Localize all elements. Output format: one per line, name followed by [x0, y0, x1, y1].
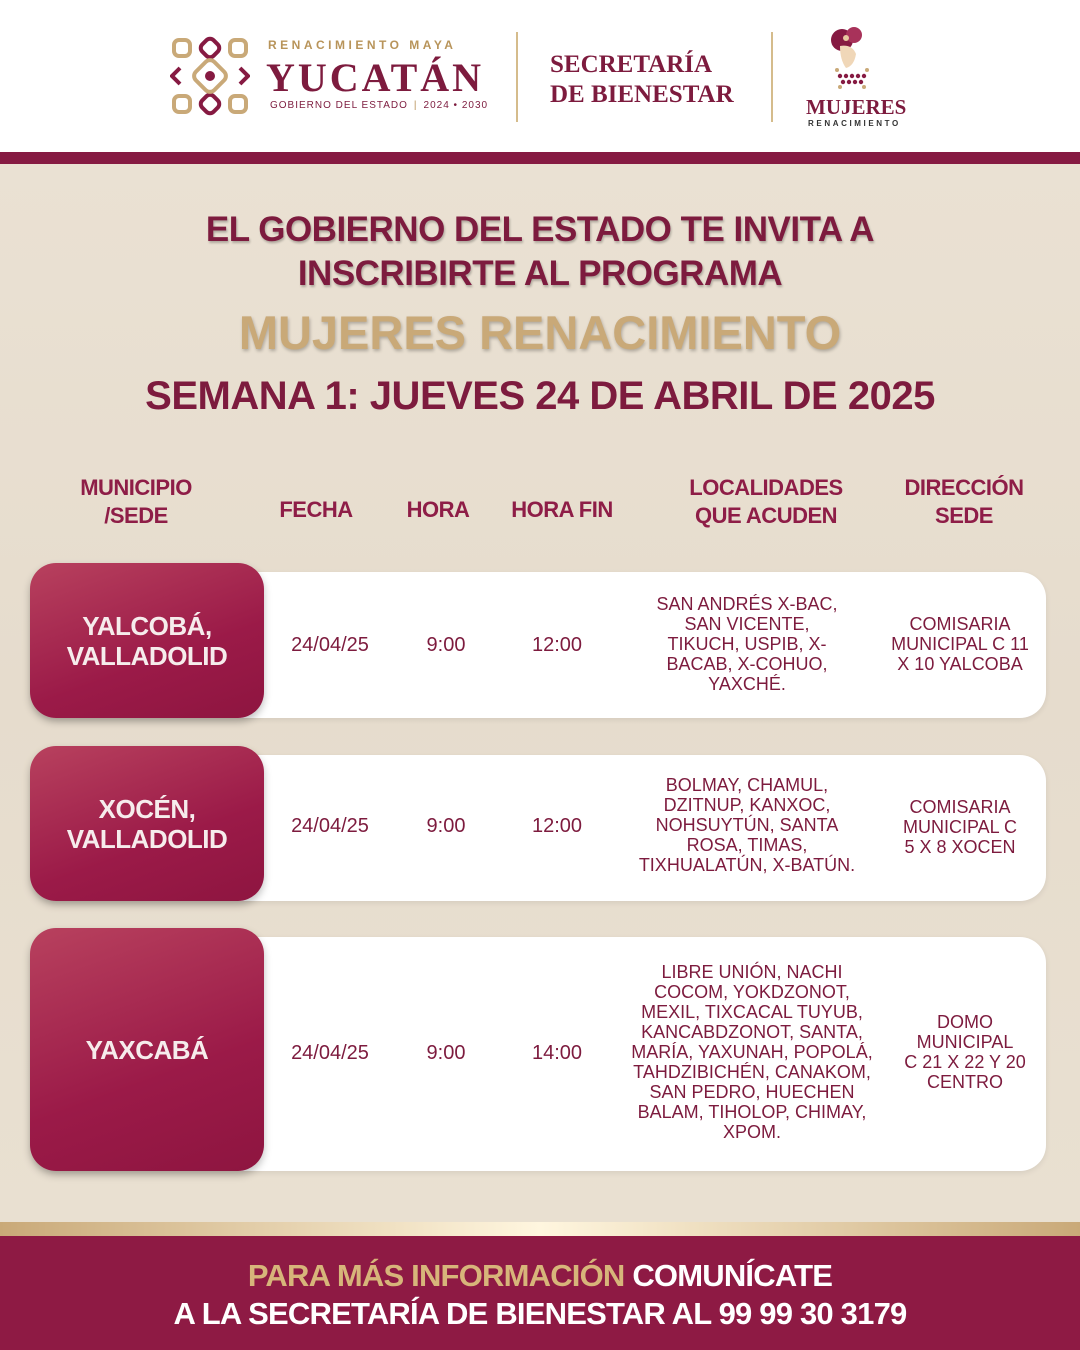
localidad-line: NOHSUYTÚN, SANTA	[655, 815, 839, 835]
cell-direccion	[882, 614, 1038, 674]
column-header-line: DIRECCIÓN	[904, 475, 1024, 500]
column-header-line: LOCALIDADES	[689, 475, 843, 500]
localidad-line: TIKUCH, USPIB, X-	[667, 634, 827, 654]
direccion-line: 5 X 8 XOCEN	[904, 837, 1016, 857]
localidad-line: BACAB, X-COHUO,	[666, 654, 828, 674]
municipio-badge	[30, 928, 264, 1171]
localidad-line: MEXIL, TIXCACAL TUYUB,	[641, 1002, 863, 1022]
direccion-line: MUNICIPAL C	[902, 817, 1017, 837]
cell-fecha: 24/04/25	[291, 634, 369, 656]
municipio-line: XOCÉN,	[98, 793, 196, 824]
program-name: MUJERES RENACIMIENTO	[238, 306, 842, 359]
cell-direccion	[886, 1012, 1044, 1092]
invite-title-emphasis: INSCRIBIRTE	[297, 254, 516, 293]
invite-title-text: EL GOBIERNO DEL ESTADO	[205, 210, 681, 249]
footer-phone-line: A LA SECRETARÍA DE BIENESTAR AL 99 99 30 3179	[173, 1296, 907, 1331]
yucatan-government	[270, 100, 488, 111]
yucatan-tagline: RENACIMIENTO MAYA	[268, 38, 457, 52]
localidad-line: BALAM, TIHOLOP, CHIMAY,	[637, 1102, 867, 1122]
direccion-line: C 21 X 22 Y 20	[904, 1052, 1026, 1072]
localidad-line: MARÍA, YAXUNAH, POPOLÁ,	[631, 1042, 873, 1062]
localidad-line: DZITNUP, KANXOC,	[663, 795, 831, 815]
invite-title-line1	[0, 210, 1080, 250]
footer-contact-label: COMUNÍCATE	[624, 1258, 833, 1293]
cell-localidades	[620, 962, 884, 1142]
gov-years: 2024 • 2030	[423, 100, 489, 111]
cell-hora: 9:00	[426, 1042, 466, 1064]
municipio-badge	[30, 563, 264, 718]
direccion-line: DOMO	[937, 1012, 993, 1032]
column-header-fecha: FECHA	[279, 497, 353, 522]
column-header-hora: HORA	[406, 497, 470, 522]
invite-title-line2	[0, 254, 1080, 294]
localidad-line: SAN VICENTE,	[684, 614, 810, 634]
header-divider	[516, 32, 518, 122]
mujeres-logo-text: MUJERES	[806, 95, 907, 119]
invite-title-text: AL PROGRAMA	[515, 254, 783, 293]
municipio-line: YAXCABÁ	[85, 1034, 209, 1065]
cell-localidades	[620, 594, 874, 694]
yucatan-logo-icon	[170, 36, 250, 116]
cell-direccion	[882, 797, 1038, 857]
direccion-line: X 10 YALCOBA	[897, 654, 1023, 674]
localidad-line: KANCABDZONOT, SANTA,	[641, 1022, 863, 1042]
mujeres-logo-subtext: RENACIMIENTO	[808, 119, 901, 128]
localidad-line: COCOM, YOKDZONOT,	[654, 982, 850, 1002]
direccion-line: MUNICIPAL C 11	[891, 634, 1029, 654]
localidad-line: BOLMAY, CHAMUL,	[665, 775, 829, 795]
column-header-line: /SEDE	[104, 503, 168, 528]
localidad-line: TAHDZIBICHÉN, CANAKOM,	[633, 1062, 871, 1082]
footer-gold-divider	[0, 1222, 1080, 1236]
column-header-line: QUE ACUDEN	[694, 503, 838, 528]
week-date: SEMANA 1: JUEVES 24 DE ABRIL DE 2025	[145, 374, 935, 418]
header-bar	[0, 152, 1080, 164]
direccion-line: MUNICIPAL	[916, 1032, 1014, 1052]
mujeres-renacimiento-woman-icon	[826, 26, 876, 90]
footer-info-label: PARA MÁS INFORMACIÓN	[247, 1258, 625, 1293]
cell-hora-fin: 12:00	[531, 634, 583, 656]
localidad-line: SAN ANDRÉS X-BAC,	[656, 594, 838, 614]
localidad-line: ROSA, TIMAS,	[686, 835, 808, 855]
main-panel	[0, 164, 1080, 1222]
cell-hora-fin: 14:00	[531, 1042, 583, 1064]
municipio-line: YALCOBÁ,	[82, 610, 212, 641]
column-header-hora-fin: HORA FIN	[511, 497, 613, 522]
cell-hora: 9:00	[426, 634, 466, 656]
cell-fecha: 24/04/25	[291, 815, 369, 837]
column-header-line: SEDE	[935, 503, 993, 528]
footer	[0, 1236, 1080, 1350]
yucatan-wordmark: YUCATÁN	[266, 55, 485, 100]
municipio-line: VALLADOLID	[66, 823, 228, 854]
cell-localidades	[620, 775, 874, 875]
header-divider	[771, 32, 773, 122]
cell-hora: 9:00	[426, 815, 466, 837]
secretaria-line2: DE BIENESTAR	[550, 81, 734, 108]
secretaria-line1: SECRETARÍA	[550, 51, 713, 78]
column-header-direccion	[884, 474, 1044, 530]
cell-hora-fin: 12:00	[531, 815, 583, 837]
municipio-badge	[30, 746, 264, 901]
localidad-line: LIBRE UNIÓN, NACHI	[661, 962, 843, 982]
direccion-line: CENTRO	[927, 1072, 1003, 1092]
header	[0, 0, 1080, 152]
footer-line1	[0, 1258, 1080, 1294]
localidad-line: YAXCHÉ.	[708, 674, 786, 694]
localidad-line: XPOM.	[722, 1122, 781, 1142]
cell-fecha: 24/04/25	[291, 1042, 369, 1064]
column-header-localidades	[656, 474, 876, 530]
column-header-municipio	[60, 474, 212, 530]
secretaria-bienestar-logo	[550, 50, 734, 110]
localidad-line: SAN PEDRO, HUECHEN	[649, 1082, 855, 1102]
gov-label: GOBIERNO DEL ESTADO	[270, 100, 408, 111]
invite-title-emphasis: TE INVITA A	[680, 210, 875, 249]
gov-separator: |	[413, 100, 418, 111]
municipio-line: VALLADOLID	[66, 640, 228, 671]
localidad-line: TIXHUALATÚN, X-BATÚN.	[638, 855, 856, 875]
direccion-line: COMISARIA	[909, 797, 1011, 817]
direccion-line: COMISARIA	[909, 614, 1011, 634]
column-header-line: MUNICIPIO	[80, 475, 192, 500]
